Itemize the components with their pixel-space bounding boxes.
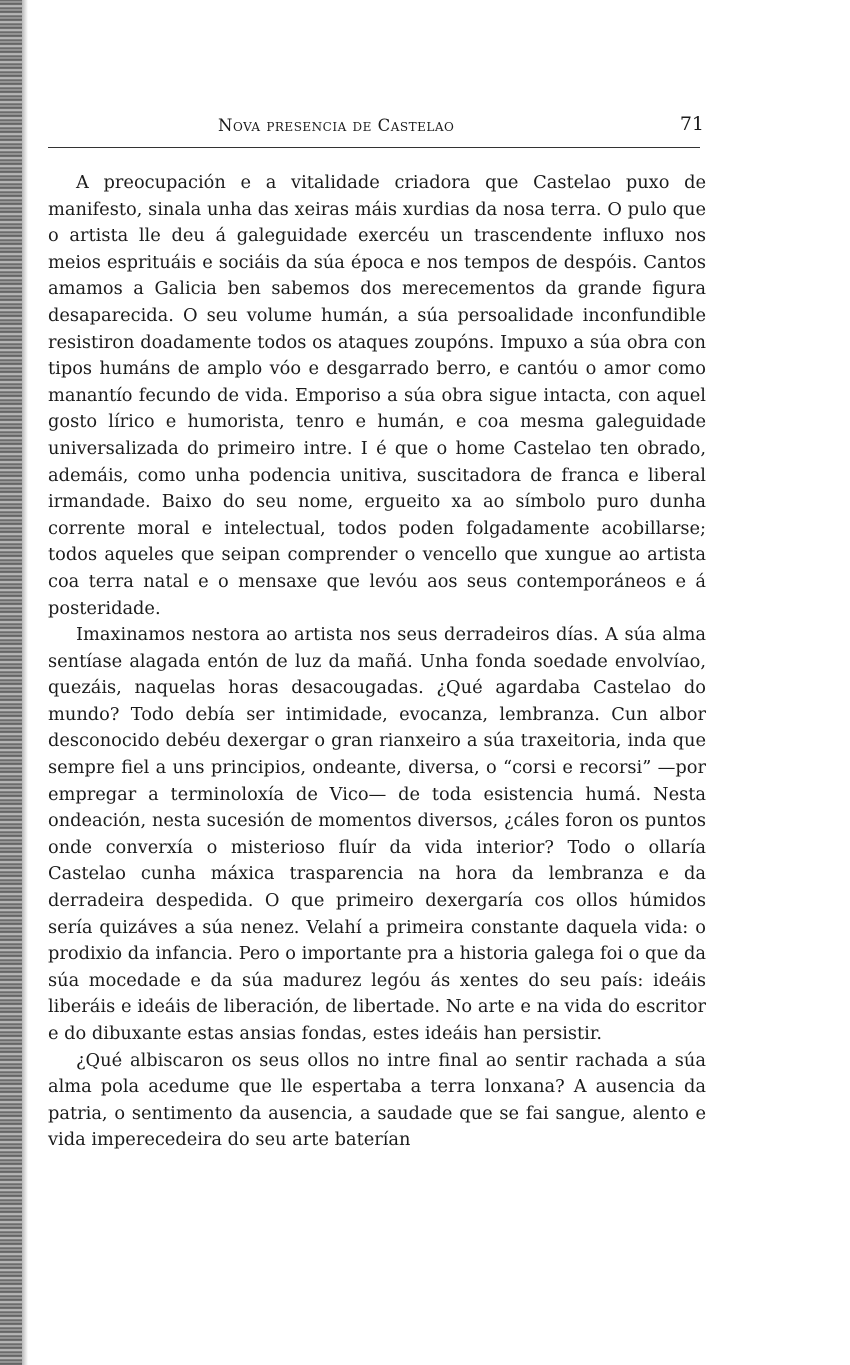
page-number: 71 <box>679 113 704 135</box>
running-head <box>48 113 708 143</box>
paragraph-1: A preocupación e a vitalidade criadora que Castelao puxo de manifesto, sinala unha das xeiras máis xurdias da nosa terra. O pulo que o artista lle deu á galeguidade exercéu un trascendente influxo nos meios esprituáis e sociáis da súa época e nos tempos de despóis. Cantos amamos a Galicia ben sabemos dos merecementos da grande figura desaparecida. O seu volume humán, a súa persoalidade inconfundible resistiron doadamente todos os ataques zoupóns. Impuxo a súa obra con tipos humáns de amplo vóo e desgarrado berro, e cantóu o amor como manantío fecundo de vida. Emporiso a súa obra sigue intacta, con aquel gosto lírico e humorista, tenro e humán, e coa mesma galeguidade universalizada do primeiro intre. I é que o home Castelao ten obrado, ademáis, como unha podencia unitiva, suscitadora de franca e liberal irmandade. Baixo do seu nome, ergueito xa ao símbolo puro dunha corrente moral e intelectual, todos poden folgadamente acobillarse; todos aqueles que seipan comprender o vencello que xungue ao artista coa terra natal e o mensaxe que levóu aos seus contemporáneos e á posteridade. <box>48 172 706 619</box>
paragraph-2: Imaxinamos nestora ao artista nos seus derradeiros días. A súa alma sentíase alagada entón de luz da mañá. Unha fonda soedade envolvíao, quezáis, naquelas horas desacougadas. ¿Qué agardaba Castelao do mundo? Todo debía ser intimidade, evocanza, lembranza. Cun albor desconocido debéu dexergar o gran rianxeiro a súa traxeitoria, inda que sempre fiel a uns principios, ondeante, diversa, o “corsi e recorsi” —por empregar a terminoloxía de Vico— de toda esistencia humá. Nesta ondeación, nesta sucesión de momentos diversos, ¿cáles foron os puntos onde converxía o misterioso fluír da vida interior? Todo o ollaría Castelao cunha máxica trasparencia na hora da lembranza e da derradeira despedida. O que primeiro dexergaría cos ollos húmidos sería quizáves a súa nenez. Velahí a primeira constante daquela vida: o prodixio da infancia. Pero o importante pra a historia galega foi o que da súa mocedade e da súa madurez legóu ás xentes do seu país: ideáis liberáis e ideáis de liberación, de libertade. No arte e na vida do escritor e do dibuxante estas ansias fondas, estes ideáis han persistir. <box>48 624 706 1044</box>
page-gutter <box>22 0 28 1365</box>
running-title: Nova presencia de Castelao <box>218 116 455 135</box>
header-rule <box>48 147 700 148</box>
paragraph-3: ¿Qué albiscaron os seus ollos no intre final ao sentir rachada a súa alma pola acedume que lle espertaba a terra lonxana? A ausencia da patria, o sentimento da ausencia, a saudade que se fai sangue, alento e vida imperecedeira do seu arte baterían <box>48 1049 706 1151</box>
body-text <box>48 170 706 1154</box>
book-spine-shadow <box>0 0 22 1365</box>
